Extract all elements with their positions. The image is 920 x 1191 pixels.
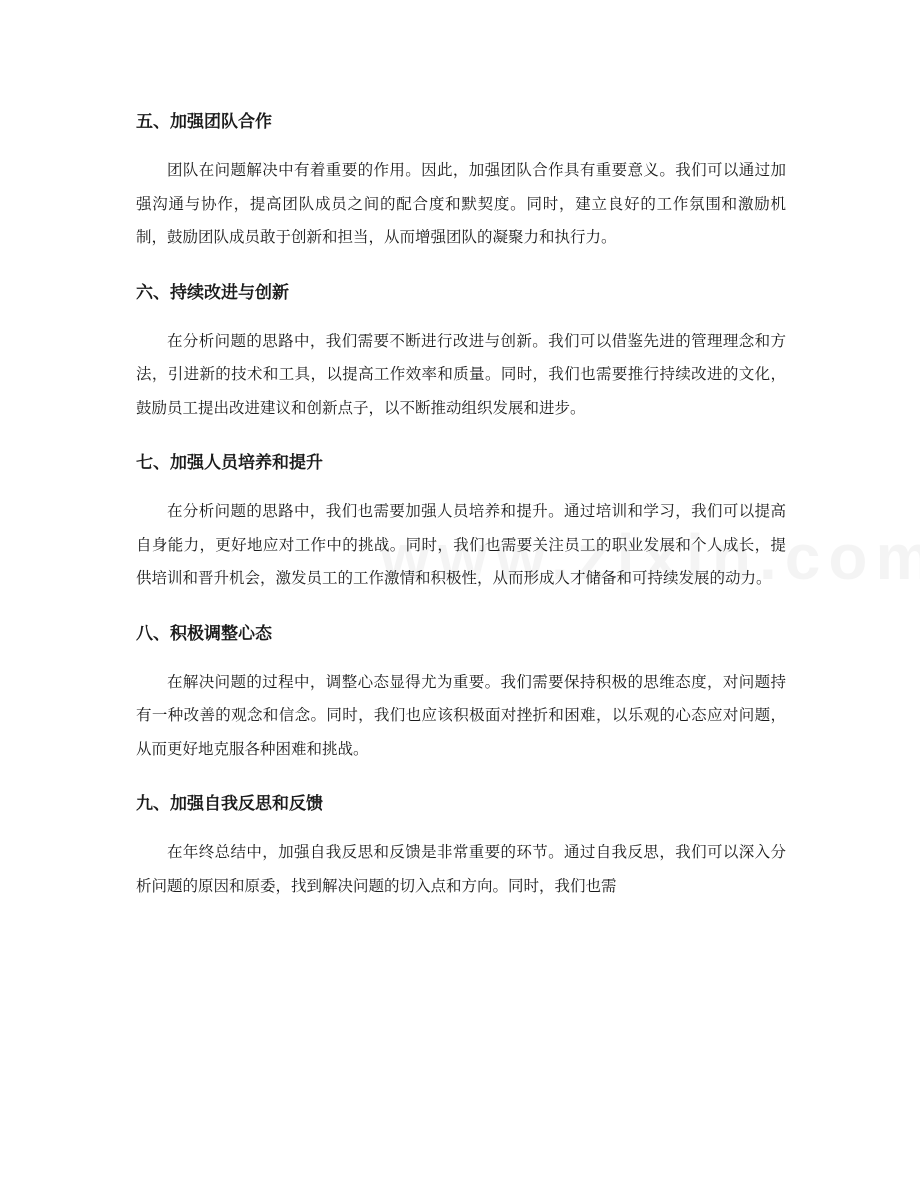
section-paragraph: 在解决问题的过程中，调整心态显得尤为重要。我们需要保持积极的思维态度，对问题持有一种改善的观念和信念。同时，我们也应该积极面对挫折和困难，以乐观的心态应对问题，从而更好地克服各种困难和挑战。 bbox=[136, 672, 786, 758]
document-content bbox=[136, 104, 786, 923]
section-paragraph: 在分析问题的思路中，我们也需要加强人员培养和提升。通过培训和学习，我们可以提高自身能力，更好地应对工作中的挑战。同时，我们也需要关注员工的职业发展和个人成长，提供培训和晋升机会，激发员工的工作激情和积极性，从而形成人才储备和可持续发展的动力。 bbox=[136, 502, 786, 587]
section-eight bbox=[136, 616, 786, 767]
section-seven bbox=[136, 445, 786, 596]
section-heading: 八、积极调整心态 bbox=[136, 623, 272, 644]
section-paragraph: 在分析问题的思路中，我们需要不断进行改进与创新。我们可以借鉴先进的管理理念和方法，引进新的技术和工具，以提高工作效率和质量。同时，我们也需要推行持续改进的文化，鼓励员工提出改进建议和创新点子，以不断推动组织发展和进步。 bbox=[136, 331, 786, 417]
section-five bbox=[136, 104, 786, 255]
section-heading: 六、持续改进与创新 bbox=[136, 282, 289, 303]
section-heading: 九、加强自我反思和反馈 bbox=[136, 794, 323, 814]
section-heading: 七、加强人员培养和提升 bbox=[136, 453, 323, 473]
section-six bbox=[136, 275, 786, 426]
section-paragraph: 团队在问题解决中有着重要的作用。因此，加强团队合作具有重要意义。我们可以通过加强沟通与协作，提高团队成员之间的配合度和默契度。同时，建立良好的工作氛围和激励机制，鼓励团队成员敢于创新和担当，从而增强团队的凝聚力和执行力。 bbox=[136, 161, 786, 246]
section-nine bbox=[136, 786, 786, 903]
section-heading: 五、加强团队合作 bbox=[136, 112, 272, 132]
section-paragraph: 在年终总结中，加强自我反思和反馈是非常重要的环节。通过自我反思，我们可以深入分析问题的原因和原委，找到解决问题的切入点和方向。同时，我们也需 bbox=[136, 843, 786, 895]
